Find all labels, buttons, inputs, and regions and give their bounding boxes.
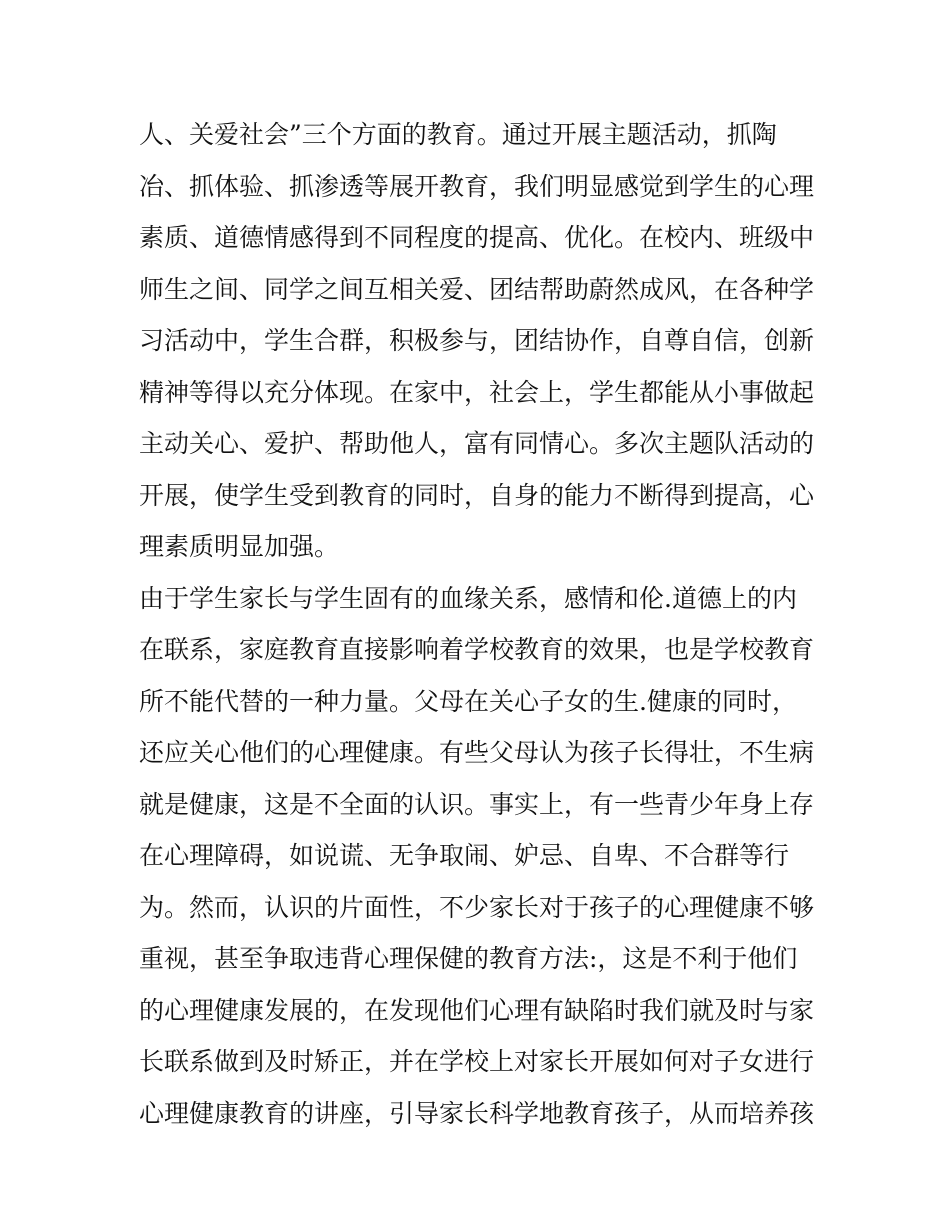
text-line: 就是健康，这是不全面的认识。事实上，有一些青少年身上存 [139,789,815,819]
text-line: 心理健康教育的讲座，引导家长科学地教育孩子，从而培养孩 [139,1098,815,1128]
text-line: 主动关心、爱护、帮助他人，富有同情心。多次主题队活动的 [139,429,815,458]
text-line: 精神等得以充分体现。在家中，社会上，学生都能从小事做起 [139,377,815,407]
text-line: 的心理健康发展的，在发现他们心理有缺陷时我们就及时与家 [139,995,815,1025]
text-line: 在心理障碍，如说谎、无争取闹、妒忌、自卑、不合群等行 [139,841,790,870]
text-line: 重视，甚至争取违背心理保健的教育方法:，这是不利于他们 [139,944,798,973]
text-line: 还应关心他们的心理健康。有些父母认为孩子长得壮，不生病 [139,738,815,767]
text-line: 在联系，家庭教育直接影响着学校教育的效果，也是学校教育 [139,635,815,664]
text-line: 所不能代替的一种力量。父母在关心子女的生.健康的同时， [139,686,797,716]
text-line: 开展，使学生受到教育的同时，自身的能力不断得到提高，心 [139,480,815,510]
text-line: 人、关爱社会”三个方面的教育。通过开展主题活动，抓陶 [139,120,777,149]
text-line: 冶、抓体验、抓渗透等展开教育，我们明显感觉到学生的心理 [139,171,815,201]
text-line: 师生之间、同学之间互相关爱、团结帮助蔚然成风，在各种学 [139,274,815,304]
text-line: 理素质明显加强。 [139,532,340,561]
text-line: 长联系做到及时矫正，并在学校上对家长开展如何对子女进行 [139,1047,815,1076]
text-line: 为。然而，认识的片面性，不少家长对于孩子的心理健康不够 [139,892,815,922]
text-line: 素质、道德情感得到不同程度的提高、优化。在校内、班级中 [139,223,815,252]
document-body [139,109,829,1139]
text-line: 由于学生家长与学生固有的血缘关系，感情和伦.道德上的内 [139,583,797,613]
text-line: 习活动中，学生合群，积极参与，团结协作，自尊自信，创新 [139,326,815,355]
